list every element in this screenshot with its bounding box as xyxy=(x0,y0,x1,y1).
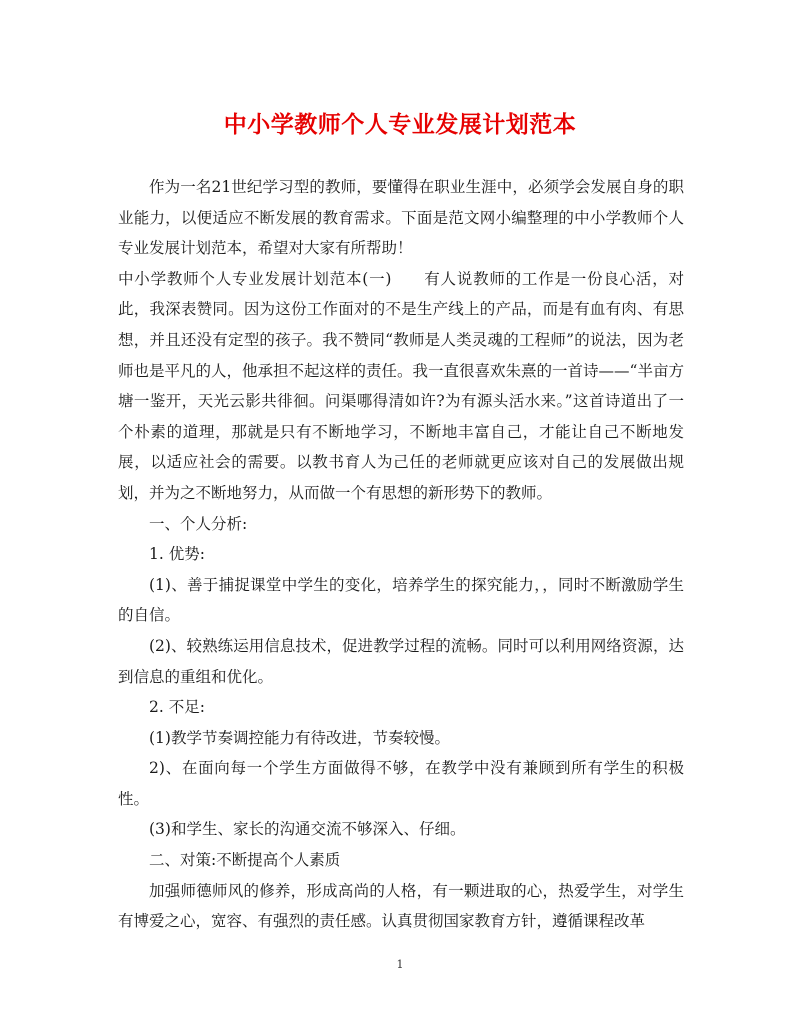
page-number: 1 xyxy=(396,958,404,971)
subheading-weaknesses: 2. 不足: xyxy=(149,698,205,717)
heading-countermeasures: 二、对策:不断提高个人素质 xyxy=(149,851,341,870)
weakness-item: (3)和学生、家长的沟通交流不够深入、仔细。 xyxy=(149,820,466,839)
weakness-item: 2)、在面向每一个学生方面做得不够，在教学中没有兼顾到所有学生的积极性。 xyxy=(118,759,684,808)
countermeasure-paragraph: 加强师德师风的修养，形成高尚的人格，有一颗进取的心，热爱学生，对学生有博爱之心，宽容、有强烈的责任感。认真贯彻国家教育方针，遵循课程改革 xyxy=(118,881,684,931)
section-body: 有人说教师的工作是一份良心活，对此，我深表赞同。因为这份工作面对的不是生产线上的产品，而是有血有肉、有思想，并且还没有定型的孩子。我不赞同“教师是人类灵魂的工程师”的说法，因为老师也是平凡的人，他承担不起这样的责任。我一直很喜欢朱熹的一首诗——“半亩方塘一鉴开，天光云影共徘徊。问渠哪得清如许?为有源头活水来。”这首诗道出了一个朴素的道理，那就是只有不断地学习，不断地丰富自己，才能让自己不断地发展，以适应社会的需要。以教书育人为己任的老师就更应该对自己的发展做出规划，并为之不断地努力，从而做一个有思想的新形势下的教师。 xyxy=(118,269,684,502)
intro-paragraph: 作为一名21世纪学习型的教师，要懂得在职业生涯中，必须学会发展自身的职业能力，以便适应不断发展的教育需求。下面是范文网小编整理的中小学教师个人专业发展计划范本，希望对大家有所帮助！ xyxy=(118,178,684,258)
section-heading: 中小学教师个人专业发展计划范本(一) xyxy=(118,269,392,288)
document-body xyxy=(118,172,684,937)
heading-personal-analysis: 一、个人分析: xyxy=(149,514,248,533)
document-title: 中小学教师个人专业发展计划范本 xyxy=(223,111,577,138)
weakness-item: (1)教学节奏调控能力有待改进，节奏较慢。 xyxy=(149,728,450,747)
strength-item: (2)、较熟练运用信息技术，促进教学过程的流畅。同时可以利用网络资源，达到信息的重组和优化。 xyxy=(118,636,684,686)
subheading-strengths: 1. 优势: xyxy=(149,545,205,564)
strength-item: (1)、善于捕捉课堂中学生的变化，培养学生的探究能力，，同时不断激励学生的自信。 xyxy=(118,575,684,625)
section-paragraph xyxy=(118,264,684,509)
